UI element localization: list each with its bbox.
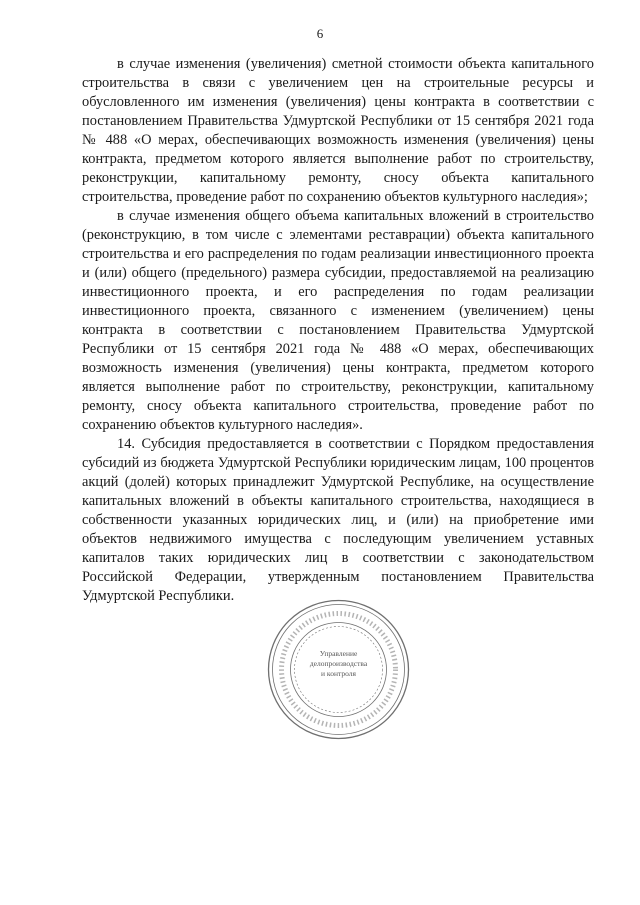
official-stamp xyxy=(266,598,411,741)
stamp-line-3: и контроля xyxy=(321,669,356,678)
page-number: 6 xyxy=(316,26,324,41)
stamp-line-1: Управление xyxy=(319,649,358,658)
paragraph-14-subsidy: 14. Субсидия предоставляется в соответствии с Порядком предоставления субсидий из бюджета Удмуртской Республики юридическим лицам, 100 процентов акций (долей) которых принадлежит Удмуртской Республике, на осуществление капитальных вложений в объекты капитального строительства, находящиеся в собственности указанных юридических лиц, и (или) на приобретение ими объектов недвижимого имущества с последующим увеличением уставных капиталов таких юридических лиц в соответствии с законодательством Российской Федерации, утвержденным постановлением Правительства Удмуртской Республики. xyxy=(82,436,594,604)
paragraph-price-increase: в случае изменения (увеличения) сметной стоимости объекта капитального строительства в связи с увеличением цен на строительные ресурсы и обусловленного им изменения (увеличения) цены контракта в соответствии с постановлением Правительства Удмуртской Республики от 15 сентября 2021 года № 488 «О мерах, обеспечивающих возможность изменения (увеличения) цены контракта, предметом которого является выполнение работ по строительству, реконструкции, капитальному ремонту, сносу объекта капитального строительства, проведение работ по сохранению объектов культурного наследия»; xyxy=(82,56,594,205)
paragraph-capital-investment: в случае изменения общего объема капитальных вложений в строительство (реконструкцию, в том числе с элементами реставрации) объекта капитального строительства и его распределения по годам реализации инвестиционного проекта и (или) общего (предельного) размера субсидии, предоставляемой на реализацию инвестиционного проекта, и его распределения по годам реализации инвестиционного проекта, связанного с изменением (увеличением) цены контракта в соответствии с постановлением Правительства Удмуртской Республики от 15 сентября 2021 года № 488 «О мерах, обеспечивающих возможность изменения (увеличения) цены контракта, предметом которого является выполнение работ по строительству, реконструкции, капитальному ремонту, сносу объекта капитального строительства, проведение работ по сохранению объектов культурного наследия». xyxy=(82,208,594,433)
document-body xyxy=(82,55,594,606)
stamp-line-2: делопроизводства xyxy=(309,659,368,668)
